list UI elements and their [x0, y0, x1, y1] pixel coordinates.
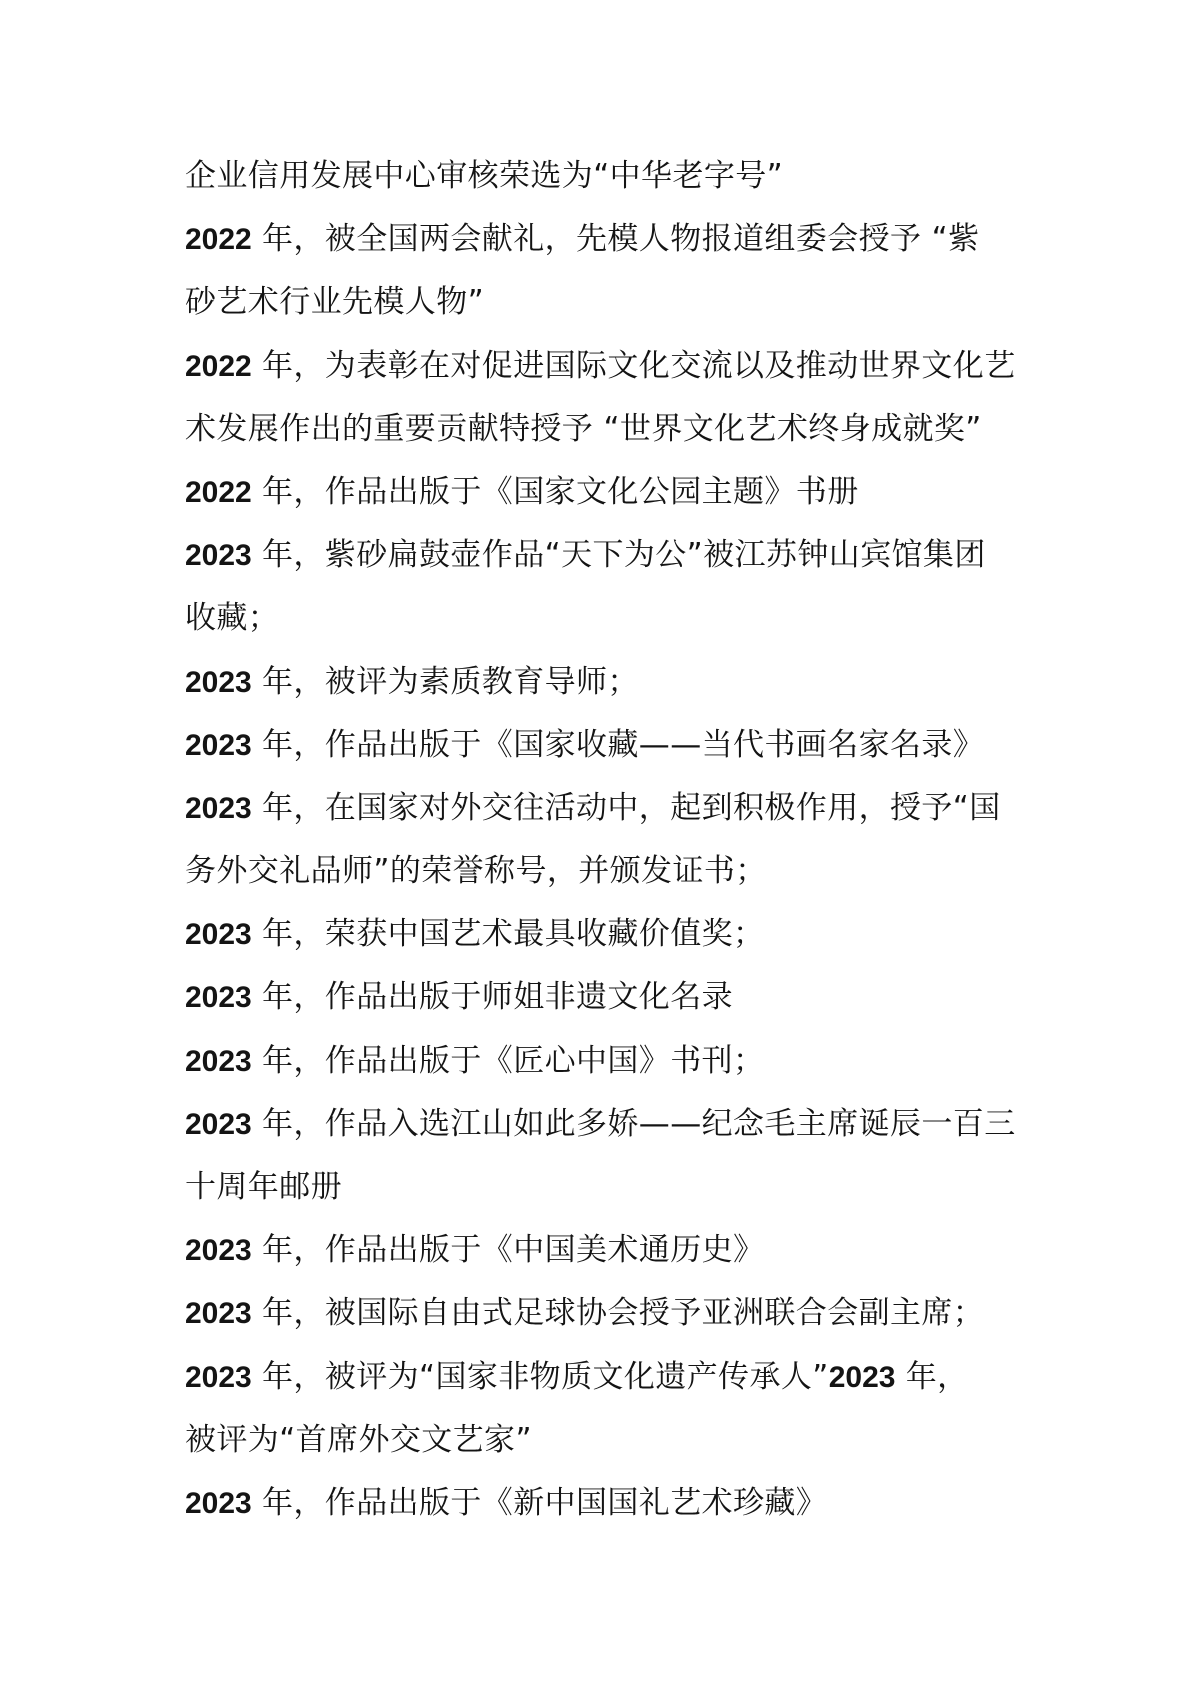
line-text: 年，被评为素质教育导师； — [251, 663, 639, 700]
line-text: 年，紫砂扁鼓壶作品“天下为公”被江苏钟山宾馆集团 — [251, 537, 986, 574]
line-text: 年，作品入选江山如此多娇——纪念毛主席诞辰一百三 — [251, 1105, 1016, 1142]
line-text: 年，作品出版于《国家文化公园主题》书册 — [251, 473, 859, 510]
text-line — [185, 1472, 1045, 1535]
text-line — [185, 840, 1045, 903]
year: 2023 — [185, 665, 252, 699]
line-text: 年，作品出版于《中国美术通历史》 — [251, 1232, 765, 1269]
line-text: 砂艺术行业先模人物” — [185, 284, 485, 321]
text-line — [185, 208, 1045, 271]
text-line — [185, 271, 1045, 334]
text-line — [185, 1156, 1045, 1219]
text-line — [185, 398, 1045, 461]
year: 2023 — [185, 1360, 252, 1394]
text-line — [185, 714, 1045, 777]
year: 2023 — [185, 539, 252, 573]
year: 2023 — [185, 728, 252, 762]
year: 2023 — [185, 1297, 252, 1331]
line-text: 年，作品出版于《国家收藏——当代书画名家名录》 — [251, 726, 985, 763]
text-line — [185, 335, 1045, 398]
line-text: 务外交礼品师”的荣誉称号，并颁发证书； — [185, 853, 767, 890]
year: 2022 — [185, 223, 252, 257]
line-text: 十周年邮册 — [185, 1169, 342, 1205]
line-text: 年，被评为“国家非物质文化遗产传承人” — [251, 1358, 829, 1395]
year: 2023 — [185, 1107, 252, 1141]
line-text: 年，作品出版于《匠心中国》书刊； — [251, 1042, 765, 1079]
text-line — [185, 1030, 1045, 1093]
year: 2023 — [828, 1360, 896, 1394]
document-body — [185, 145, 1045, 1535]
year: 2023 — [185, 918, 252, 952]
year: 2022 — [185, 475, 252, 509]
text-line — [185, 777, 1045, 840]
line-text: 年，被全国两会献礼，先模人物报道组委会授予 “紫 — [251, 221, 980, 258]
text-line — [185, 1093, 1045, 1156]
year: 2023 — [185, 1234, 252, 1268]
text-line — [185, 461, 1045, 524]
text-line — [185, 587, 1045, 650]
text-line — [185, 966, 1045, 1029]
text-line — [185, 1409, 1045, 1472]
line-text: 年，荣获中国艺术最具收藏价值奖； — [251, 916, 765, 953]
year: 2023 — [185, 1486, 252, 1520]
text-line — [185, 1282, 1045, 1345]
line-text: 年，作品出版于师姐非遗文化名录 — [251, 979, 734, 1016]
line-text: 企业信用发展中心审核荣选为“中华老字号” — [185, 158, 784, 194]
text-line — [185, 903, 1045, 966]
line-text: 年，作品出版于《新中国国礼艺术珍藏》 — [251, 1484, 828, 1521]
text-line — [185, 145, 1045, 208]
text-line — [185, 1346, 1045, 1409]
line-text: 年，在国家对外交往活动中，起到积极作用，授予“国 — [251, 789, 1001, 826]
year: 2023 — [185, 981, 252, 1015]
text-line — [185, 1219, 1045, 1282]
line-text: 收藏； — [185, 600, 280, 637]
text-line — [185, 524, 1045, 587]
year: 2023 — [185, 791, 252, 825]
line-text: 被评为“首席外交文艺家” — [185, 1421, 532, 1458]
line-text: 术发展作出的重要贡献特授予 “世界文化艺术终身成就奖” — [185, 410, 982, 447]
line-text: 年， — [895, 1358, 969, 1395]
year: 2022 — [185, 349, 252, 383]
line-text: 年，为表彰在对促进国际文化交流以及推动世界文化艺 — [251, 347, 1016, 384]
line-text: 年，被国际自由式足球协会授予亚洲联合会副主席； — [251, 1295, 985, 1332]
text-line — [185, 651, 1045, 714]
year: 2023 — [185, 1044, 252, 1078]
